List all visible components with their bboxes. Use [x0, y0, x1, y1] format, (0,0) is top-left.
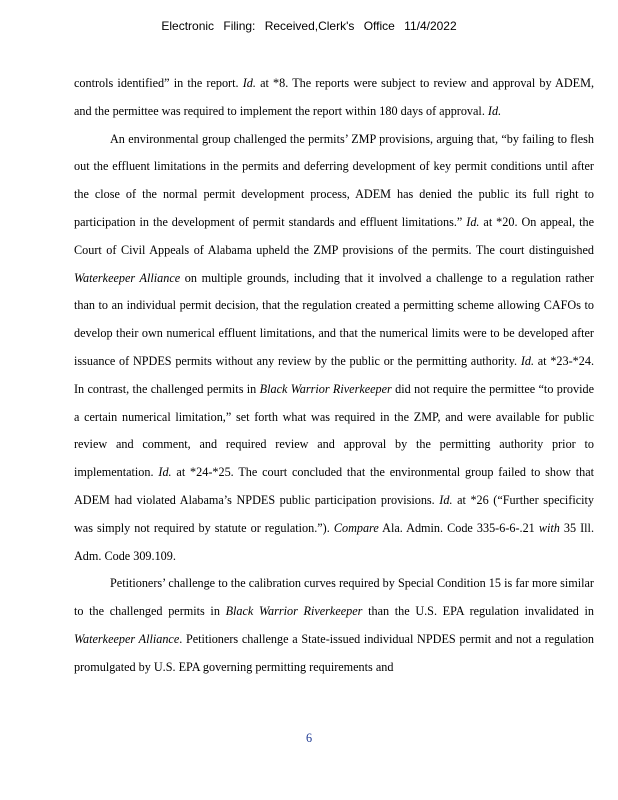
document-body: [74, 70, 594, 682]
body-text-run: controls identified” in the report.: [74, 76, 243, 90]
body-text-run: at *24-*25. The court concluded that the environmental group failed to show that ADEM had violated Alabama’s NPDES public participation provisions.: [74, 465, 594, 507]
citation-italic-text: Id.: [466, 214, 480, 229]
body-text-run: at *26 (“Further specificity was simply not required by statute or regulation.”).: [74, 492, 594, 535]
body-text-run: at *8. The reports were subject to review and approval by ADEM, and the permittee was required to implement the report within 180 days of approval.: [74, 76, 594, 118]
citation-italic-text: Id.: [520, 353, 535, 368]
body-text-run: at *20. On appeal, the Court of Civil Appeals of Alabama upheld the ZMP provisions of the permits. The court distinguished: [74, 214, 594, 257]
body-text-run: on multiple grounds, including that it involved a challenge to a regulation rather than to an individual permit decision, that the regulation created a permitting scheme allowing CAFOs to develop their own numerical effluent limitations, and that the numerical limits were to be developed after issuance of NPDES permits without any review by the public or the permitting authority.: [74, 270, 594, 368]
citation-italic-text: Id.: [158, 465, 172, 480]
body-text-run: 35 Ill. Adm. Code 309.109.: [74, 520, 594, 563]
citation-italic-text: Black Warrior Riverkeeper: [259, 381, 392, 396]
citation-italic-text: Waterkeeper Alliance: [74, 631, 180, 646]
citation-italic-text: Id.: [439, 492, 453, 507]
body-text-run: An environmental group challenged the permits’ ZMP provisions, arguing that, “by failing to flesh out the effluent limitations in the permits and deferring development of key permit conditions until after the close of the normal permit development process, ADEM has denied the public its full right to participation in the development of permit standards and effluent limitations.”: [74, 131, 594, 229]
electronic-filing-header: Electronic Filing: Received,Clerk's Office 11/4/2022: [161, 19, 457, 33]
body-text-run: Ala. Admin. Code 335-6-6-.21: [378, 520, 539, 535]
citation-italic-text: Id.: [242, 76, 256, 90]
paragraph-2: [74, 126, 594, 571]
paragraph-3: [74, 570, 594, 681]
citation-italic-text: Waterkeeper Alliance: [74, 270, 181, 285]
citation-italic-text: Compare: [333, 520, 379, 535]
citation-italic-text: Black Warrior Riverkeeper: [225, 604, 363, 619]
citation-italic-text: Id.: [487, 103, 502, 118]
page-number: 6: [305, 731, 313, 745]
paragraph-1: [74, 70, 594, 126]
body-text-run: at *23-*24. In contrast, the challenged permits in: [74, 353, 594, 396]
body-text-run: did not require the permittee “to provide a certain numerical limitation,” set forth what was required in the ZMP, and were available for public review and comment, and required review and approval by the permitting authority prior to implementation.: [74, 381, 594, 480]
body-text-run: . Petitioners challenge a State-issued individual NPDES permit and not a regulation promulgated by U.S. EPA governing permitting requirements and: [74, 631, 594, 674]
citation-italic-text: with: [538, 520, 560, 535]
body-text-run: Petitioners’ challenge to the calibration curves required by Special Condition 15 is far more similar to the challenged permits in: [74, 576, 594, 619]
body-text-run: than the U.S. EPA regulation invalidated in: [362, 604, 594, 619]
